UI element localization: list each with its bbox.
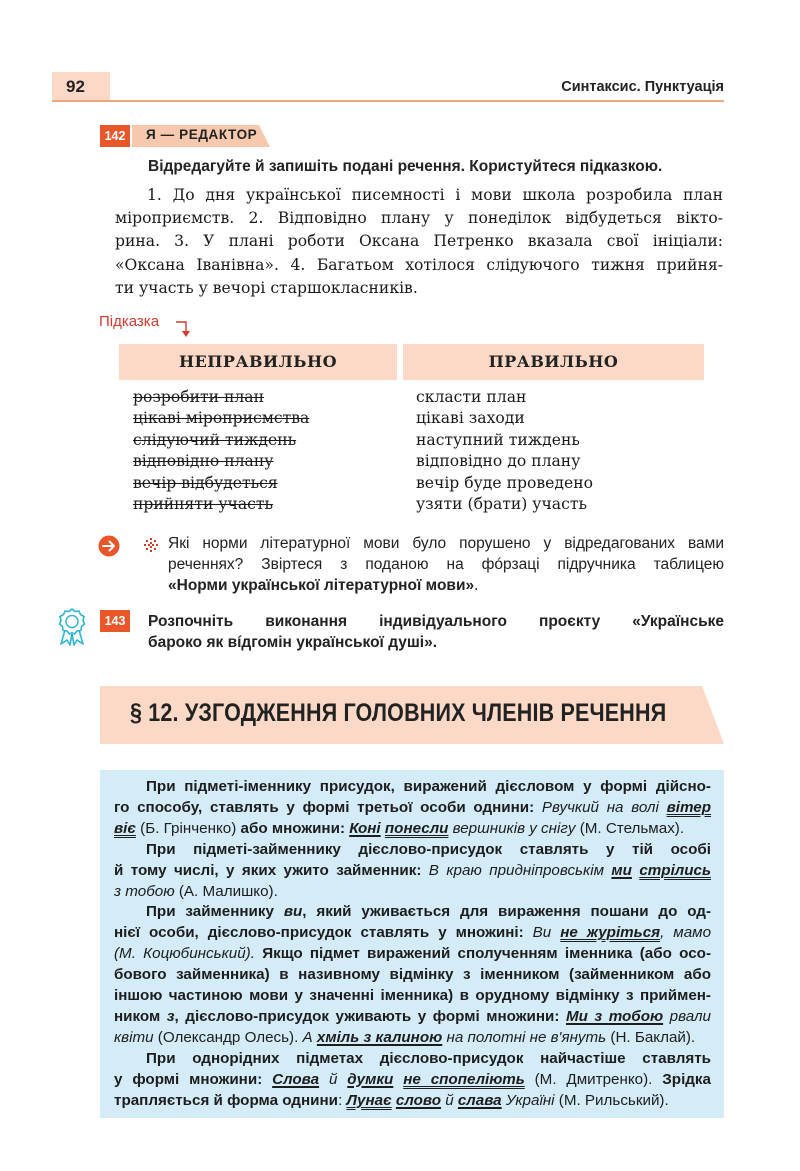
question-line: «Норми української літературної мови».: [168, 576, 479, 594]
text-line: рина. 3. У плані роботи Оксана Петренко вказала свої ініціали:: [115, 232, 723, 251]
rule-line: у формі множини: Слова й думки не спопеліють (М. Дмитренко). Зрідка: [114, 1070, 711, 1088]
exercise-143-line: бароко як вíдгомін української душі».: [148, 634, 438, 651]
text-line: «Оксана Іванівна». 4. Багатьом хотілося слідуючого тижня прийня-: [115, 255, 723, 274]
rule-line: й тому числі, у яких ужито займенник: В краю придніпровськім ми стрілись: [114, 861, 711, 879]
rule-line: При однорідних підметах дієслово-присудок найчастіше ставлять: [146, 1049, 711, 1067]
rule-line: При займеннику ви, який уживається для вираження пошани до од-: [146, 903, 711, 921]
text-line: ти участь у вечорі старшокласників.: [115, 278, 418, 297]
rule-line: нієї особи, дієслово-присудок ставлять у множині: Ви не журіться, мамо: [114, 924, 712, 942]
rule-text: [114, 777, 711, 1112]
rule-line: квіти (Олександр Олесь). А хміль з калиною на полотні не в'януть (Н. Баклай).: [114, 1028, 696, 1046]
right-column: [416, 387, 593, 515]
exercise-143-badge: 143: [100, 610, 130, 632]
hint-arrow-icon: [176, 320, 192, 338]
wrong-item: прийняти участь: [133, 495, 274, 514]
rule-line: віє (Б. Грінченко) або множини: Коні понесли вершників у снігу (М. Стельмах).: [114, 819, 685, 837]
table-header-wrong: НЕПРАВИЛЬНО: [119, 344, 397, 380]
wrong-column: [133, 387, 309, 515]
hint-label: Підказка: [99, 313, 160, 330]
rule-line: ником з, дієслово-присудок уживають у формі множини: Ми з тобою рвали: [114, 1007, 711, 1025]
text-line: 1. До дня української писемності і мови школа розробила план: [147, 186, 723, 204]
rule-line: го способу, ставлять у формі третьої особи однини: Рвучкий на волі вітер: [114, 798, 711, 816]
question-text: [168, 534, 724, 596]
section-title: § 12. УЗГОДЖЕННЯ ГОЛОВНИХ ЧЛЕНІВ РЕЧЕННЯ: [130, 699, 667, 727]
page-number: 92: [66, 77, 85, 96]
wrong-item: вечір відбудеться: [133, 473, 278, 492]
rule-line: трапляється й форма однини: Лунає слово й слава Україні (М. Рильський).: [114, 1091, 669, 1109]
running-head: Синтаксис. Пунктуація: [561, 79, 724, 95]
rule-line: При підметі-займеннику дієслово-присудок ставлять у тій особі: [146, 840, 711, 858]
right-item: відповідно до плану: [416, 452, 581, 471]
exercise-142-instruction: Відредагуйте й запишіть подані речення. Користуйтеся підказкою.: [148, 158, 663, 175]
rule-line: з тобою (А. Малишко).: [114, 882, 278, 900]
text-line: міроприємств. 2. Відповідно плану у понеділок відбудеться вікто-: [115, 209, 723, 228]
asterisk-icon: [144, 538, 158, 552]
right-item: скласти план: [416, 388, 527, 406]
rule-line: іншою частиною мови у значенні іменника) в орудному відмінку з приймен-: [114, 987, 711, 1005]
exercise-142-title: Я — РЕДАКТОР: [146, 127, 258, 142]
table-reference: «Норми української літературної мови»: [168, 576, 475, 594]
rule-line: При підметі-іменнику присудок, виражений дієсловом у формі дійсно-: [146, 778, 711, 795]
question-line: Які норми літературної мови було порушено у відредагованих вами: [168, 535, 724, 552]
medal-icon: [56, 608, 88, 646]
exercise-143-text: [148, 611, 724, 653]
right-item: вечір буде проведено: [416, 473, 593, 492]
wrong-item: цікаві міроприємства: [133, 409, 310, 428]
arrow-right-icon: [98, 535, 120, 557]
wrong-item: слідуючий тиждень: [133, 430, 297, 449]
rule-line: (М. Коцюбинський). Якщо підмет виражений сполученням іменника (або осо-: [114, 945, 711, 963]
wrong-item: відповідно плану: [133, 452, 274, 471]
right-item: цікаві заходи: [416, 409, 525, 428]
wrong-item: розробити план: [133, 388, 264, 406]
right-item: наступний тиждень: [416, 430, 580, 449]
header-divider: [52, 100, 724, 102]
rule-line: бового займенника) в називному відмінку з іменником (займенником або: [114, 966, 711, 984]
right-item: узяти (брати) участь: [416, 495, 587, 514]
exercise-143-line: Розпочніть виконання індивідуального проєкту «Українське: [148, 613, 724, 630]
exercise-142-badge: 142: [100, 125, 130, 147]
question-line: реченнях? Звіртеся з поданою на фóрзаці підручника таблицею: [168, 555, 724, 573]
table-header-right: ПРАВИЛЬНО: [403, 344, 704, 380]
exercise-142-text: [115, 184, 723, 300]
